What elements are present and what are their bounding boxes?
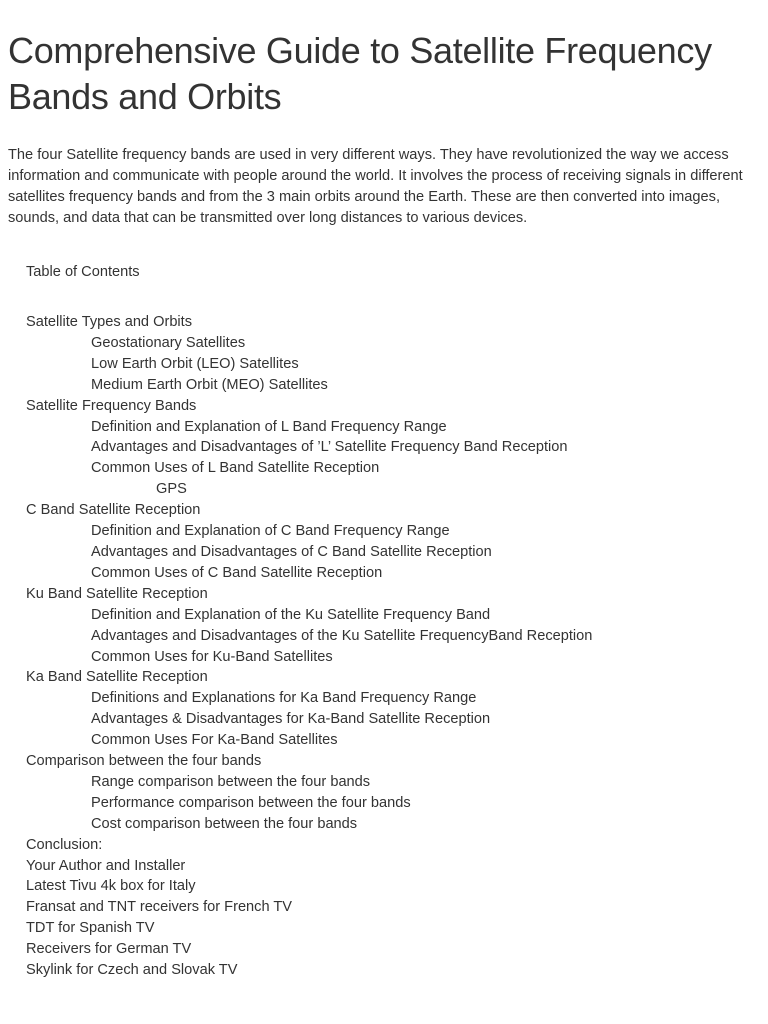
toc-link[interactable]: Comparison between the four bands [26,753,262,770]
toc-link[interactable]: Latest Tivu 4k box for Italy [26,878,196,895]
toc-link[interactable]: Performance comparison between the four bands [91,794,411,811]
toc-link[interactable]: Conclusion: [26,836,103,853]
toc-link[interactable]: Low Earth Orbit (LEO) Satellites [91,355,299,372]
toc-link[interactable]: Definition and Explanation of C Band Frequency Range [91,523,450,540]
toc-link[interactable]: TDT for Spanish TV [26,920,155,937]
toc-link[interactable]: Range comparison between the four bands [91,773,371,790]
toc-link[interactable]: Ka Band Satellite Reception [26,669,208,686]
toc-link[interactable]: C Band Satellite Reception [26,502,201,519]
toc-link[interactable]: Advantages and Disadvantages of the Ku Satellite FrequencyBand Reception [91,627,593,644]
toc-link[interactable]: Common Uses for Ku-Band Satellites [91,648,333,665]
table-of-contents [26,262,760,981]
toc-link[interactable]: Your Author and Installer [26,857,186,874]
intro-paragraph: The four Satellite frequency bands are used in very different ways. They have revolutionized the way we access information and communicate with people around the world. It involves the process of receiving signals in different satellites frequency bands and from the 3 main orbits around the Earth. These are then converted into images, sounds, and data that can be transmitted over long distances to various devices. [8,147,743,226]
toc-link[interactable]: Common Uses of C Band Satellite Reception [91,564,383,581]
toc-link[interactable]: Common Uses of L Band Satellite Reception [91,460,380,477]
toc-link[interactable]: Fransat and TNT receivers for French TV [26,899,293,916]
toc-link[interactable]: GPS [156,481,187,498]
toc-link[interactable]: Satellite Types and Orbits [26,314,193,330]
toc-link[interactable]: Geostationary Satellites [91,334,246,351]
toc-link[interactable]: Skylink for Czech and Slovak TV [26,962,238,979]
toc-link[interactable]: Definition and Explanation of L Band Frequency Range [91,418,447,435]
toc-link[interactable]: Medium Earth Orbit (MEO) Satellites [91,376,328,393]
toc-link[interactable]: Advantages and Disadvantages of ’L’ Satellite Frequency Band Reception [91,439,568,456]
toc-link[interactable]: Ku Band Satellite Reception [26,585,208,602]
page-title: Comprehensive Guide to Satellite Frequency Bands and Orbits [8,30,712,117]
toc-link[interactable]: Common Uses For Ka-Band Satellites [91,732,338,749]
toc-link[interactable]: Definition and Explanation of the Ku Satellite Frequency Band [91,606,491,623]
toc-link[interactable]: Cost comparison between the four bands [91,815,358,832]
toc-link[interactable]: Advantages and Disadvantages of C Band Satellite Reception [91,543,492,560]
toc-link[interactable]: Receivers for German TV [26,941,192,958]
toc-link[interactable]: Advantages & Disadvantages for Ka-Band Satellite Reception [91,711,491,728]
toc-link[interactable]: Satellite Frequency Bands [26,397,197,414]
toc-link[interactable]: Definitions and Explanations for Ka Band Frequency Range [91,690,477,707]
toc-title: Table of Contents [26,264,140,280]
toc-list [26,312,760,981]
